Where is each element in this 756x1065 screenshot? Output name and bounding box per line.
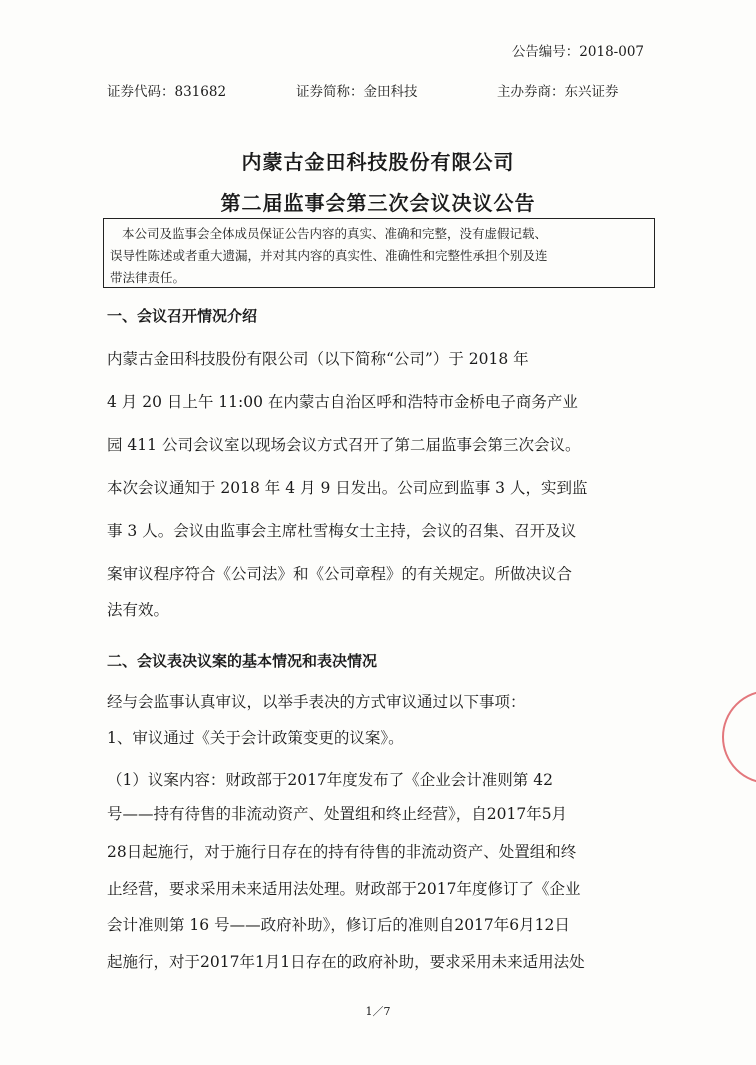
disclaimer-line: 本公司及监事会全体成员保证公告内容的真实、准确和完整，没有虚假记载、 [122, 226, 548, 241]
disclaimer-line: 误导性陈述或者重大遗漏，并对其内容的真实性、准确性和完整性承担个别及连 [110, 248, 548, 263]
company-title: 内蒙古金田科技股份有限公司 [241, 150, 515, 174]
paragraph-line: 本次会议通知于 2018 年 4 月 9 日发出。公司应到监事 3 人，实到监 [107, 479, 588, 497]
paragraph-line: 法有效。 [107, 601, 170, 619]
paragraph-line: 会计准则第 16 号——政府补助》，修订后的准则自2017年6月12日 [107, 916, 570, 934]
paragraph-line: 1、审议通过《关于会计政策变更的议案》。 [107, 729, 404, 747]
paragraph-line: （1）议案内容：财政部于2017年度发布了《企业会计准则第 42 [107, 771, 553, 789]
paragraph-line: 内蒙古金田科技股份有限公司（以下简称“公司”）于 2018 年 [107, 350, 529, 368]
paragraph-line: 事 3 人。会议由监事会主席杜雪梅女士主持，会议的召集、召开及议 [107, 522, 577, 540]
disclaimer-line: 带法律责任。 [110, 270, 186, 285]
paragraph-line: 止经营，要求采用未来适用法处理。财政部于2017年度修订了《企业 [107, 880, 581, 898]
paragraph-line: 园 411 公司会议室以现场会议方式召开了第二届监事会第三次会议。 [107, 436, 581, 454]
paragraph-line: 号——持有待售的非流动资产、处置组和终止经营》，自2017年5月 [107, 805, 568, 823]
disclaimer-box [103, 218, 655, 288]
securities-code: 证券代码：831682 [107, 84, 227, 100]
securities-abbreviation: 证券简称：金田科技 [296, 84, 418, 100]
paragraph-line: 4 月 20 日上午 11:00 在内蒙古自治区呼和浩特市金桥电子商务产业 [107, 393, 578, 411]
section-heading-2: 二、会议表决议案的基本情况和表决情况 [107, 652, 378, 670]
sponsor-broker: 主办券商：东兴证券 [497, 84, 619, 100]
paragraph-line: 起施行，对于2017年1月1日存在的政府补助，要求采用未来适用法处 [107, 953, 585, 971]
announcement-number: 公告编号：2018-007 [511, 44, 644, 60]
paragraph-line: 经与会监事认真审议，以举手表决的方式审议通过以下事项： [107, 693, 526, 711]
section-heading-1: 一、会议召开情况介绍 [107, 307, 258, 325]
announcement-title: 第二届监事会第三次会议决议公告 [220, 191, 536, 215]
company-seal [722, 690, 756, 784]
paragraph-line: 28日起施行，对于施行日存在的持有待售的非流动资产、处置组和终 [107, 843, 577, 861]
paragraph-line: 案审议程序符合《公司法》和《公司章程》的有关规定。所做决议合 [107, 565, 573, 583]
page-number: 1／7 [365, 1005, 391, 1018]
